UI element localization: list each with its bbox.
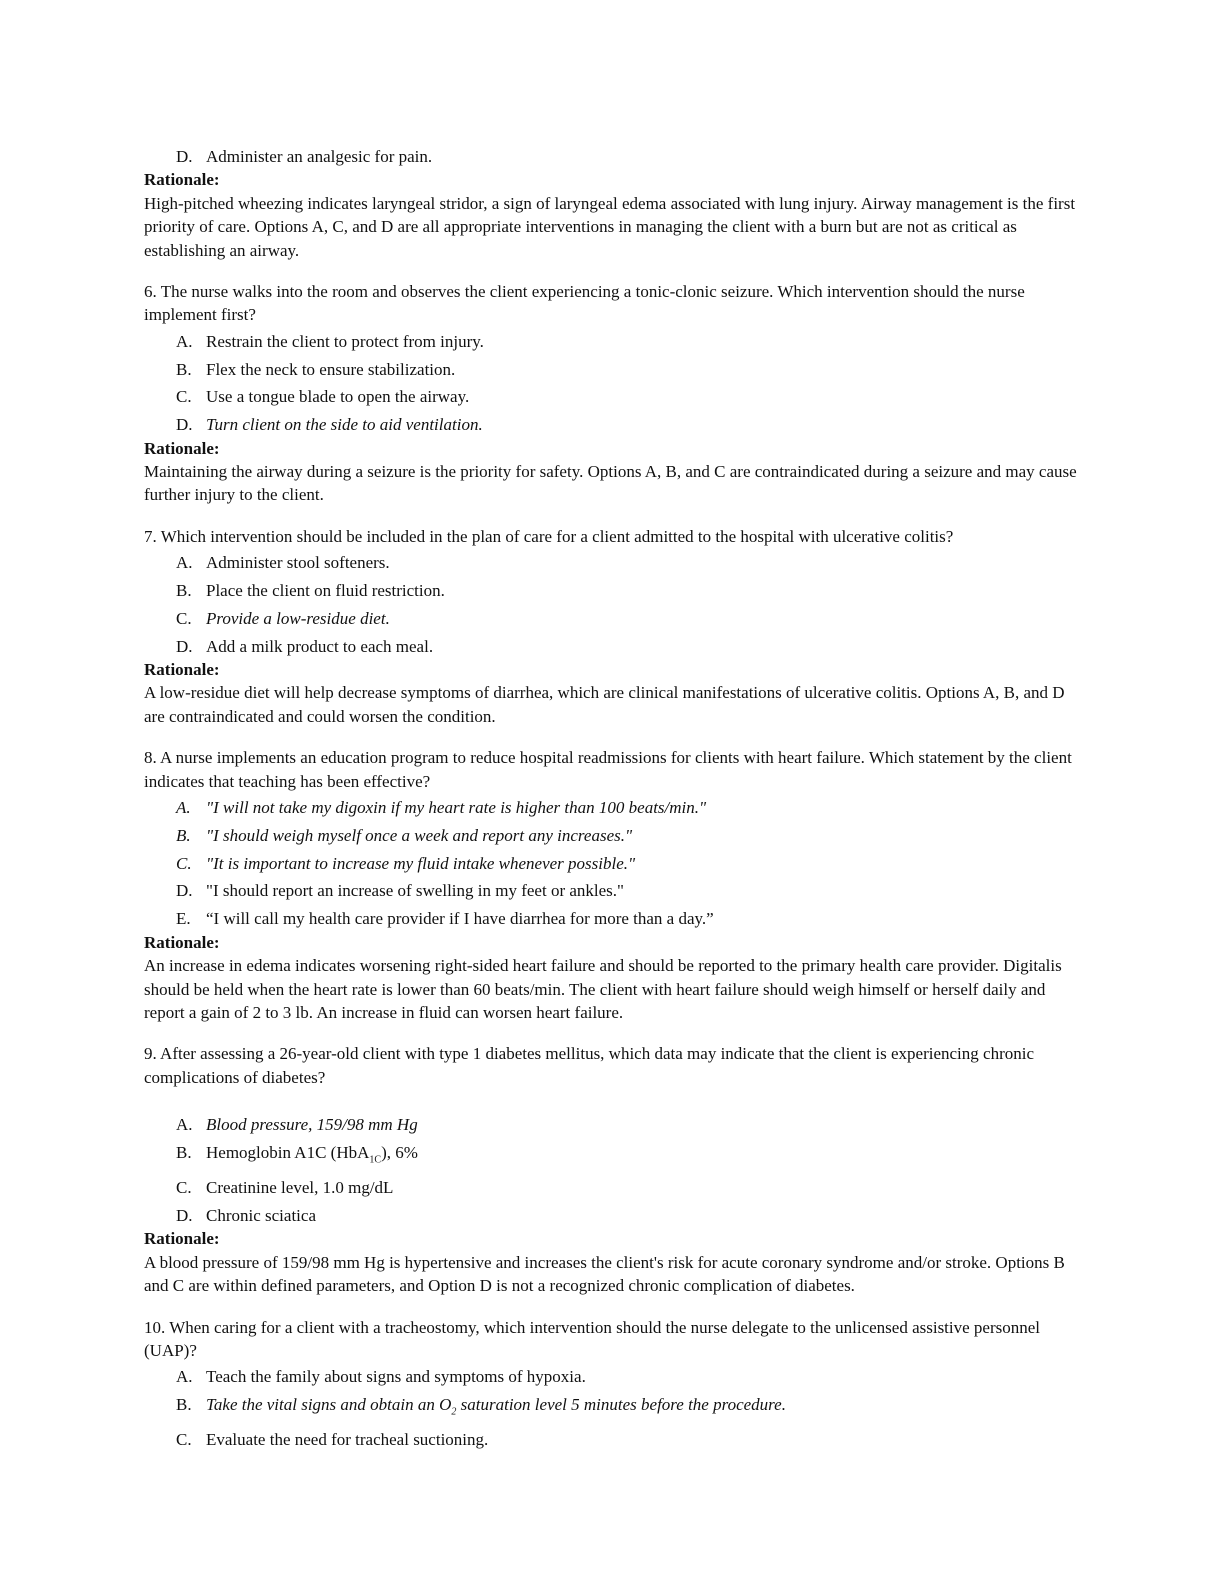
q6-option-d: [144, 413, 1079, 436]
q9-rationale-label: Rationale:: [144, 1229, 220, 1249]
q9-option-b: [144, 1141, 1079, 1172]
q8-option-b: [144, 824, 1079, 847]
q10-options: [144, 1365, 1079, 1451]
option-text-pre: Take the vital signs and obtain an O: [206, 1395, 452, 1415]
option-letter: B.: [176, 825, 191, 845]
option-letter: C.: [176, 608, 192, 628]
q10-question: 10. When caring for a client with a tracheostomy, which intervention should the nurse delegate to the unlicensed assistive personnel (UAP)?: [144, 1317, 1041, 1360]
option-text: "I should report an increase of swelling in my feet or ankles.": [206, 881, 624, 901]
q8-question: 8. A nurse implements an education program to reduce hospital readmissions for clients with heart failure. Which statement by the client indicates that teaching has been effective?: [144, 748, 1072, 791]
option-letter: A.: [176, 798, 191, 818]
option-text: Add a milk product to each meal.: [206, 636, 434, 656]
q7-rationale-label: Rationale:: [144, 660, 220, 680]
option-letter: C.: [176, 387, 192, 407]
option-letter: B.: [176, 581, 192, 601]
option-text-pre: Hemoglobin A1C (HbA: [206, 1142, 370, 1162]
option-text: Administer an analgesic for pain.: [206, 147, 433, 166]
option-text-post: ), 6%: [381, 1142, 418, 1162]
option-text-answer: "It is important to increase my fluid intake whenever possible.": [206, 853, 636, 873]
q6-option-c: [144, 385, 1079, 408]
q10-option-c: [144, 1428, 1079, 1451]
option-text: Teach the family about signs and symptoms of hypoxia.: [206, 1367, 586, 1387]
option-text: [206, 1142, 418, 1166]
option-letter: B.: [176, 1395, 192, 1415]
q8-option-e: [144, 907, 806, 930]
q5-option-d: [144, 145, 1079, 168]
option-text-answer: [206, 1395, 786, 1418]
option-text: Place the client on fluid restriction.: [206, 581, 445, 601]
option-letter: B.: [176, 1142, 192, 1162]
option-text: Flex the neck to ensure stabilization.: [206, 359, 456, 379]
option-letter: C.: [176, 1178, 192, 1198]
option-letter: A.: [176, 1367, 193, 1387]
q6-question: 6. The nurse walks into the room and observes the client experiencing a tonic-clonic seizure. Which intervention should the nurse implement first?: [144, 282, 1025, 325]
q9-rationale: A blood pressure of 159/98 mm Hg is hypertensive and increases the client's risk for acute coronary syndrome and/or stroke. Options B and C are within defined parameters, and Option D is not a recognized chronic complication of diabetes.: [144, 1252, 1065, 1296]
option-letter: D.: [176, 636, 193, 656]
q7-option-c: [144, 607, 1079, 630]
option-text-subscript: 1C: [369, 1154, 382, 1166]
option-letter: B.: [176, 359, 192, 379]
option-letter: A.: [176, 553, 193, 573]
option-text-answer: Turn client on the side to aid ventilation.: [206, 415, 483, 435]
option-letter: A.: [176, 331, 193, 351]
q7-option-a: [144, 551, 1079, 574]
option-text-answer: Blood pressure, 159/98 mm Hg: [206, 1115, 418, 1135]
q9-option-c: [144, 1176, 1079, 1199]
document-page: [144, 145, 1079, 1452]
q9-option-a: [144, 1113, 1079, 1136]
option-text: Creatinine level, 1.0 mg/dL: [206, 1178, 394, 1198]
q5-rationale-label: Rationale:: [144, 170, 220, 190]
q6-rationale-label: Rationale:: [144, 438, 220, 458]
option-letter: D.: [176, 147, 193, 166]
q6-option-a: [144, 330, 1079, 353]
q7-rationale: A low-residue diet will help decrease symptoms of diarrhea, which are clinical manifestations of ulcerative colitis. Options A, B, and D are contraindicated and could worsen the condition.: [144, 683, 1065, 726]
q6-rationale: Maintaining the airway during a seizure is the priority for safety. Options A, B, and C are contraindicated during a seizure and may cause further injury to the client.: [144, 462, 1077, 505]
q9-question: 9. After assessing a 26-year-old client with type 1 diabetes mellitus, which data may indicate that the client is experiencing chronic complications of diabetes?: [144, 1044, 1034, 1087]
option-text-post: saturation level 5 minutes before the procedure.: [456, 1395, 786, 1415]
q7-option-b: [144, 579, 1079, 602]
q7-option-d: [144, 635, 1079, 658]
option-letter: A.: [176, 1115, 193, 1135]
q8-option-d: [144, 879, 1079, 902]
option-text: Chronic sciatica: [206, 1205, 316, 1225]
option-text: Evaluate the need for tracheal suctioning.: [206, 1430, 489, 1450]
option-text: Use a tongue blade to open the airway.: [206, 387, 470, 407]
option-text-subscript: 2: [451, 1406, 457, 1418]
q5-rationale: High-pitched wheezing indicates laryngeal stridor, a sign of laryngeal edema associated with lung injury. Airway management is the first priority of care. Options A, C, and D are all appropriate interventions in managing the client with a burn but are not as critical as establishing an airway.: [144, 193, 1076, 260]
q7-options: [144, 551, 1079, 658]
q10-option-b: [144, 1393, 806, 1424]
option-text-answer: "I should weigh myself once a week and report any increases.": [206, 825, 633, 845]
option-letter: E.: [176, 909, 191, 929]
q9-option-d: [144, 1204, 1079, 1227]
q8-rationale-label: Rationale:: [144, 932, 220, 952]
q8-options: [144, 796, 1079, 931]
q8-option-c: [144, 852, 1079, 875]
q8-option-a: [144, 796, 1079, 819]
option-text: Administer stool softeners.: [206, 553, 390, 573]
option-text-answer: Provide a low-residue diet.: [206, 608, 390, 628]
option-text: “I will call my health care provider if I have diarrhea for more than a day.”: [206, 909, 714, 929]
option-text: Restrain the client to protect from injury.: [206, 331, 484, 351]
q9-options: [144, 1113, 1079, 1227]
q6-option-b: [144, 358, 1079, 381]
q7-question: 7. Which intervention should be included in the plan of care for a client admitted to the hospital with ulcerative colitis?: [144, 526, 954, 546]
option-letter: D.: [176, 1205, 193, 1225]
option-letter: C.: [176, 1430, 192, 1450]
option-text-answer: "I will not take my digoxin if my heart rate is higher than 100 beats/min.": [206, 798, 707, 818]
q6-options: [144, 330, 1079, 437]
option-letter: C.: [176, 853, 192, 873]
option-letter: D.: [176, 415, 193, 435]
option-letter: D.: [176, 881, 193, 901]
q8-rationale: An increase in edema indicates worsening right-sided heart failure and should be reported to the primary health care provider. Digitalis should be held when the heart rate is lower than 60 beats/min. The client with heart failure should weigh himself or herself daily and report a gain of 2 to 3 lb. An increase in fluid can worsen heart failure.: [144, 956, 1062, 1022]
q10-option-a: [144, 1365, 1079, 1388]
